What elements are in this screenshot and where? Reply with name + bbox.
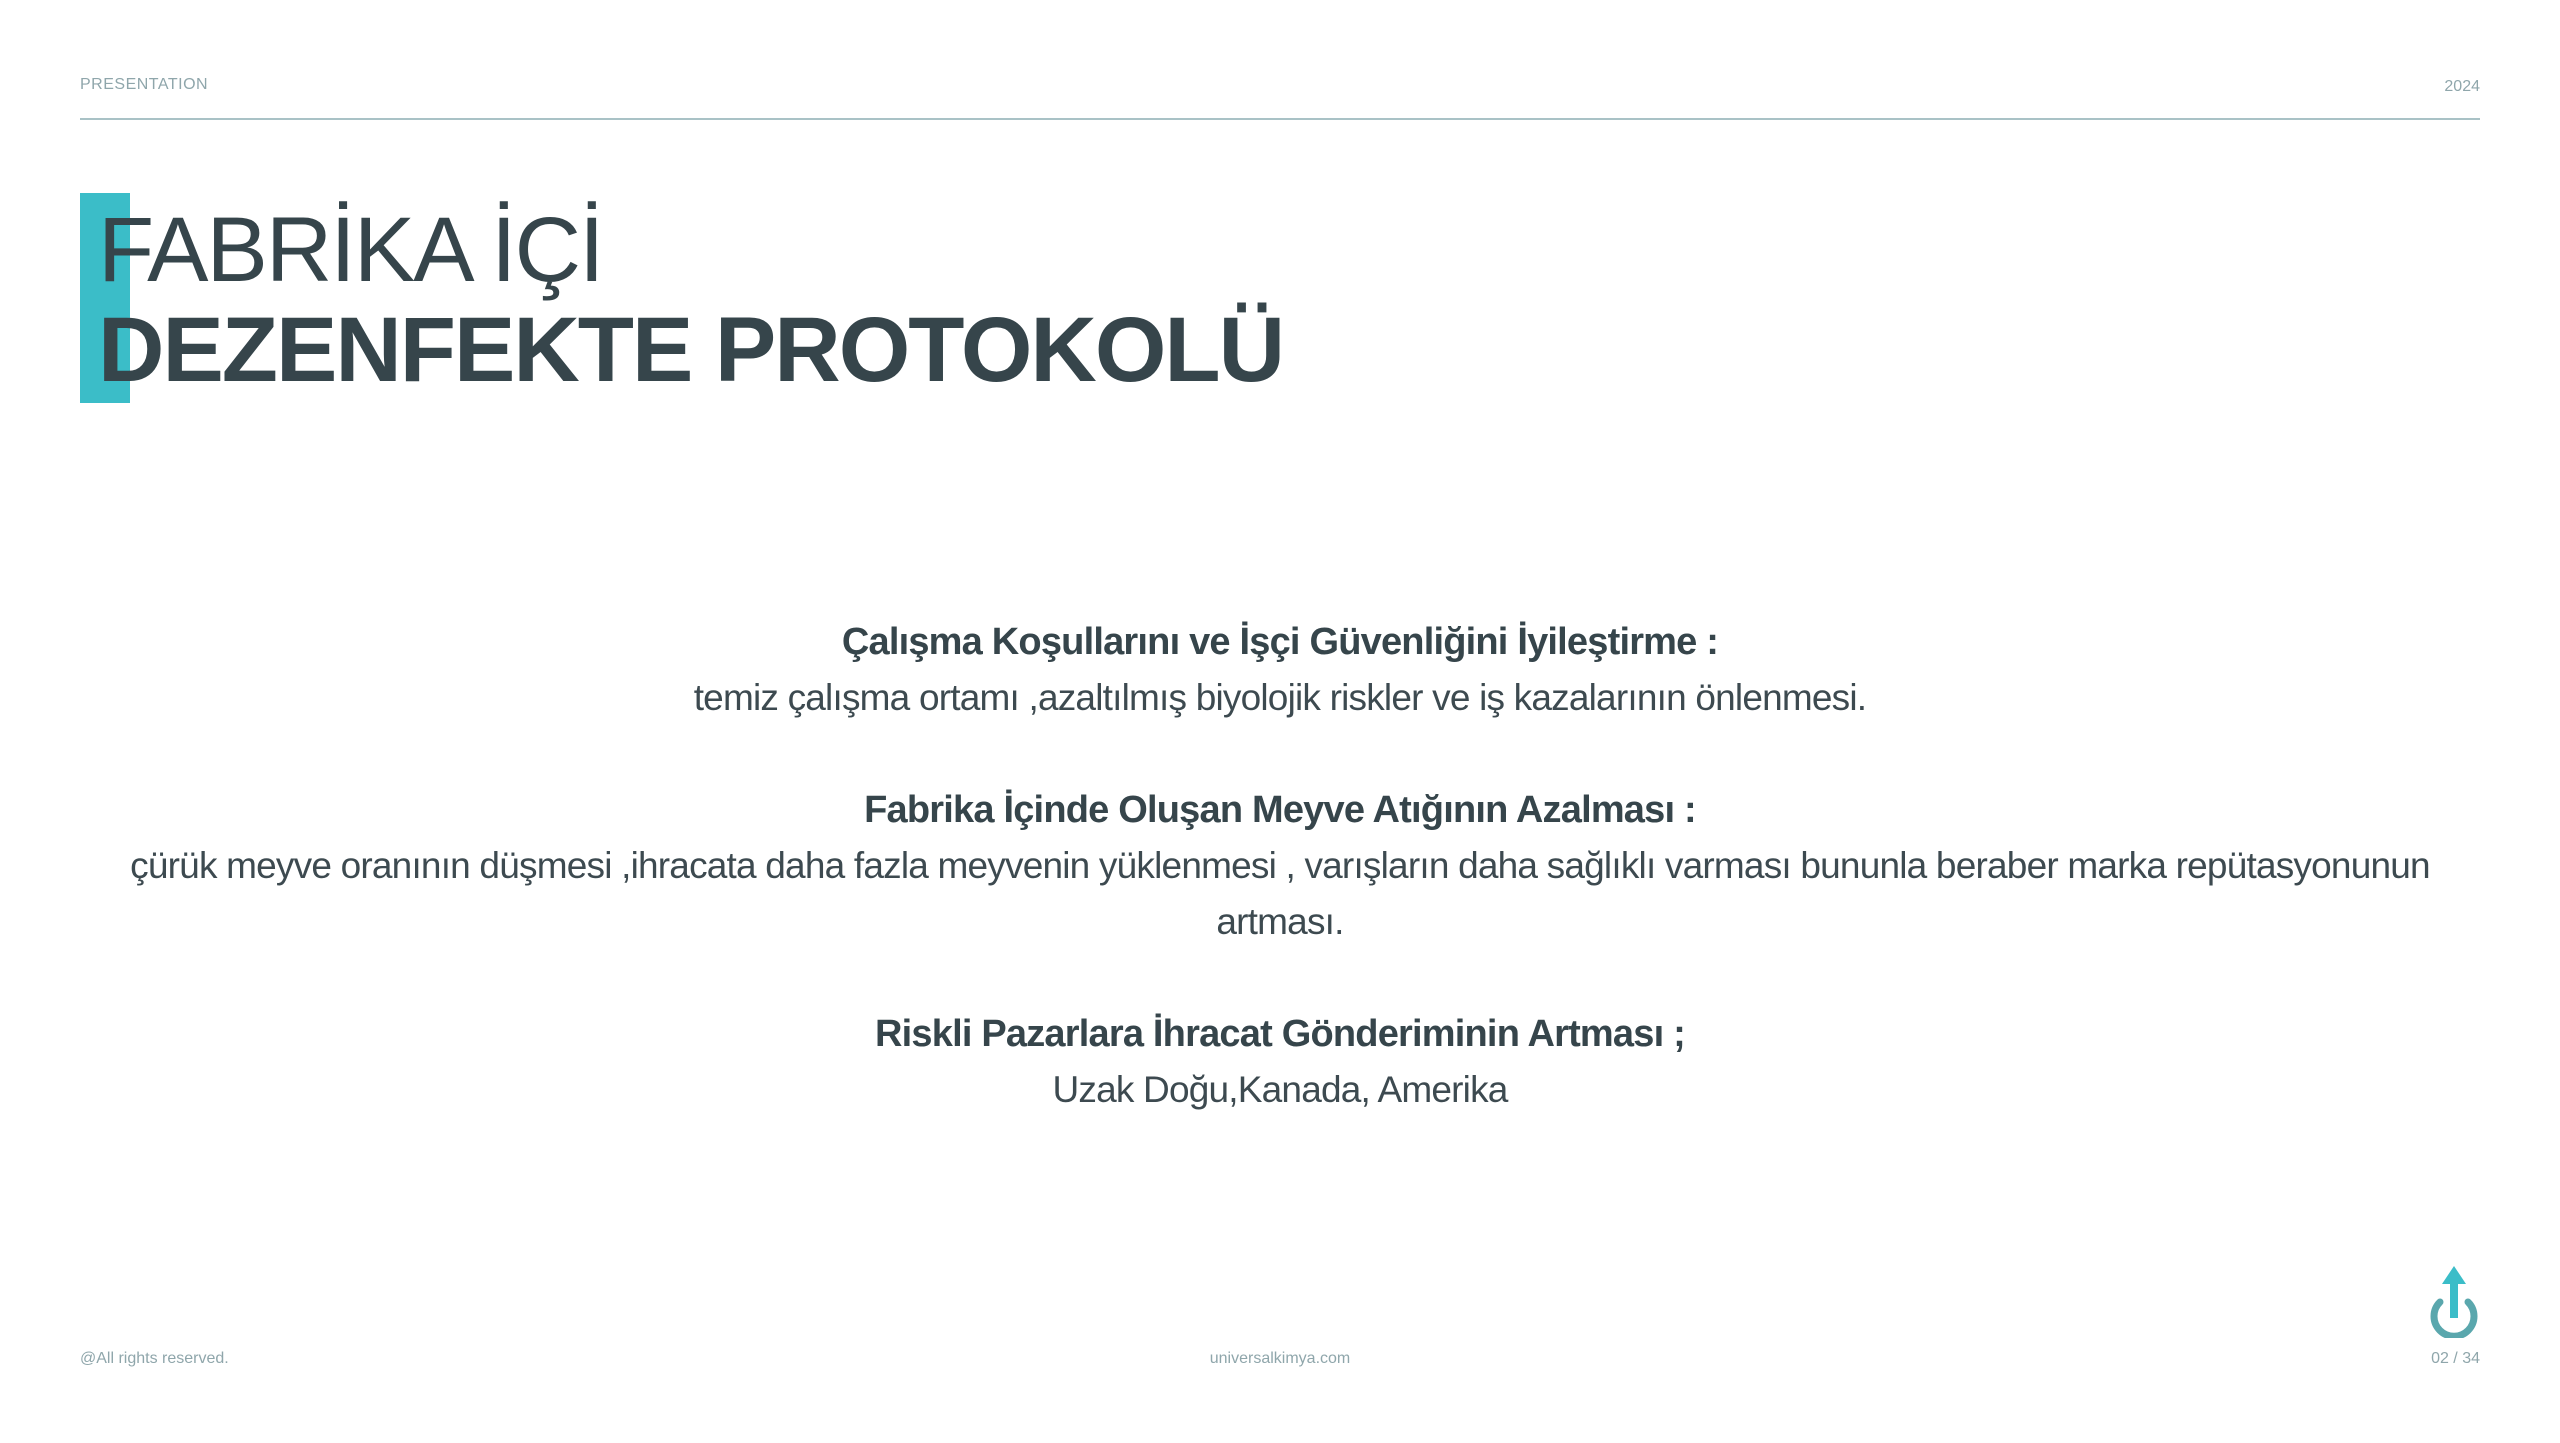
header-year: 2024 <box>2444 78 2480 95</box>
footer-copyright: @All rights reserved. <box>80 1350 229 1367</box>
drop-arrow-logo-icon <box>2426 1262 2482 1338</box>
footer-website: universalkimya.com <box>1209 1350 1351 1367</box>
section-working-conditions <box>120 614 2440 726</box>
section-risky-markets <box>120 1006 2440 1118</box>
section-heading: Fabrika İçinde Oluşan Meyve Atığının Azalması : <box>864 789 1696 831</box>
header-divider <box>80 118 2480 120</box>
footer-page-number: 02 / 34 <box>2431 1350 2480 1367</box>
title-line-1: FABRİKA İÇİ <box>98 199 603 301</box>
section-body: Uzak Doğu,Kanada, Amerika <box>1052 1069 1508 1110</box>
page-title <box>98 200 1283 400</box>
section-fruit-waste <box>120 782 2440 950</box>
title-line-2: DEZENFEKTE PROTOKOLÜ <box>98 299 1284 401</box>
section-heading: Çalışma Koşullarını ve İşçi Güvenliğini İyileştirme : <box>841 621 1719 663</box>
header-label: PRESENTATION <box>80 76 209 93</box>
section-heading: Riskli Pazarlara İhracat Gönderiminin Artması ; <box>875 1013 1685 1055</box>
section-body: çürük meyve oranının düşmesi ,ihracata daha fazla meyvenin yüklenmesi , varışların daha sağlıklı varması bununla beraber marka repütasyonunun artması. <box>130 845 2430 942</box>
section-body: temiz çalışma ortamı ,azaltılmış biyolojik riskler ve iş kazalarının önlenmesi. <box>693 677 1867 718</box>
content-sections <box>120 614 2440 1174</box>
